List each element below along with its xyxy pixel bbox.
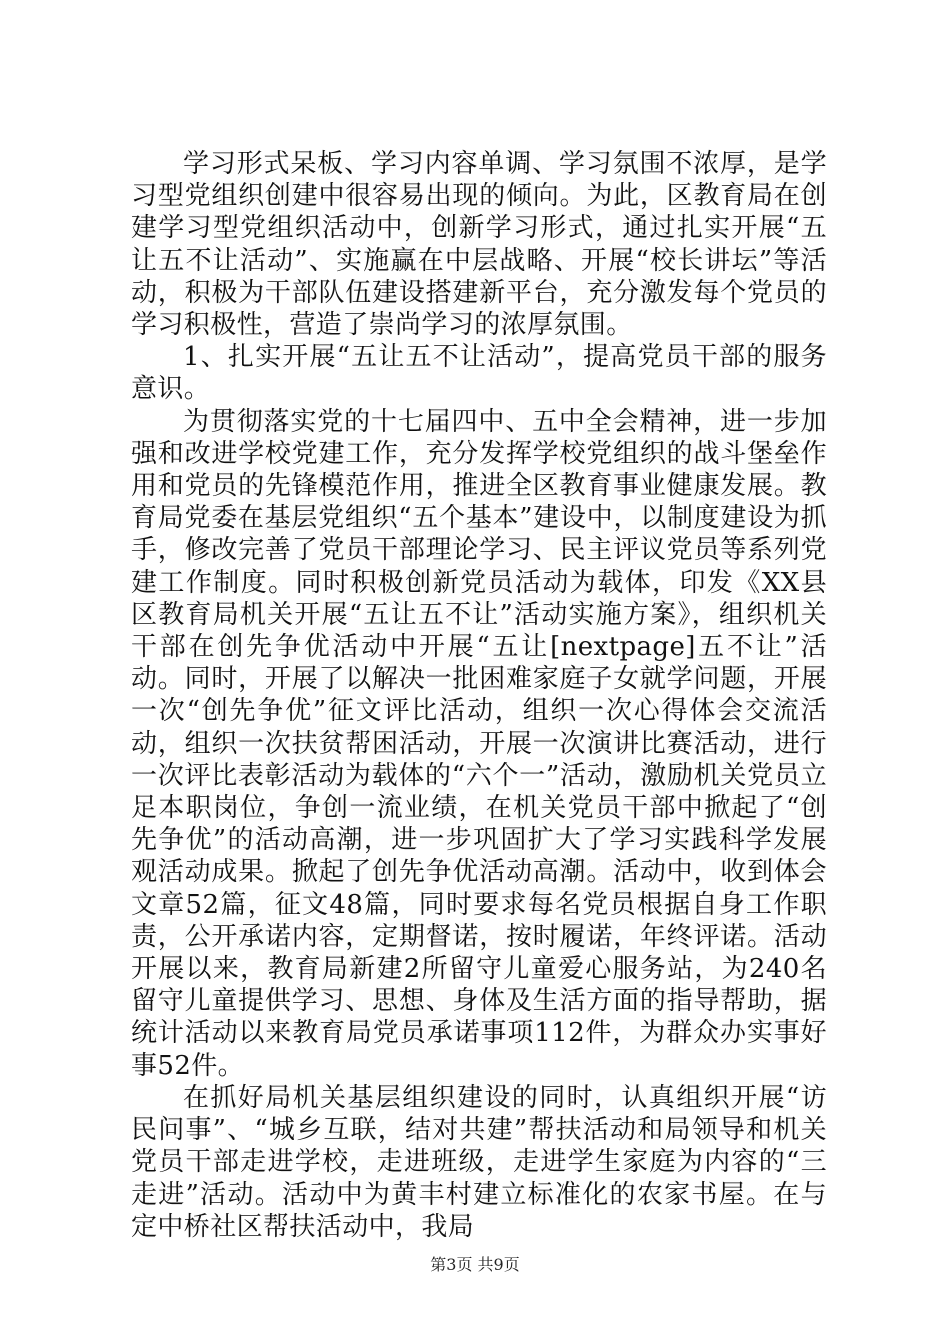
section-heading: 1、扎实开展“五让五不让活动”，提高党员干部的服务意识。 [131, 342, 827, 405]
body-paragraph: 为贯彻落实党的十七届四中、五中全会精神，进一步加强和改进学校党建工作，充分发挥学校党组织的战斗堡垒作用和党员的先锋模范作用，推进全区教育事业健康发展。教育局党委在基层党组织“五个基本”建设中，以制度建设为抓手，修改完善了党员干部理论学习、民主评议党员等系列党建工作制度。同时积极创新党员活动为载体，印发《XX县区教育局机关开展“五让五不让”活动实施方案》，组织机关干部在创先争优活动中开展“五让[nextpage]五不让”活动。同时，开展了以解决一批困难家庭子女就学问题，开展一次“创先争优”征文评比活动，组织一次心得体会交流活动，组织一次扶贫帮困活动，开展一次演讲比赛活动，进行一次评比表彰活动为载体的“六个一”活动，激励机关党员立足本职岗位，争创一流业绩，在机关党员干部中掀起了“创先争优”的活动高潮，进一步巩固扩大了学习实践科学发展观活动成果。掀起了创先争优活动高潮。活动中，收到体会文章52篇，征文48篇，同时要求每名党员根据自身工作职责，公开承诺内容，定期督诺，按时履诺，年终评诺。活动开展以来，教育局新建2所留守儿童爱心服务站，为240名留守儿童提供学习、思想、身体及生活方面的指导帮助，据统计活动以来教育局党员承诺事项112件，为群众办实事好事52件。 [131, 406, 827, 1081]
intro-paragraph: 学习形式呆板、学习内容单调、学习氛围不浓厚，是学习型党组织创建中很容易出现的倾向。为此，区教育局在创建学习型党组织活动中，创新学习形式，通过扎实开展“五让五不让活动”、实施赢在中层战略、开展“校长讲坛”等活动，积极为干部队伍建设搭建新平台，充分激发每个党员的学习积极性，营造了崇尚学习的浓厚氛围。 [131, 149, 827, 341]
body-paragraph: 在抓好局机关基层组织建设的同时，认真组织开展“访民问事”、“城乡互联，结对共建”帮扶活动和局领导和机关党员干部走进学校，走进班级，走进学生家庭为内容的“三走进”活动。活动中为黄丰村建立标准化的农家书屋。在与定中桥社区帮扶活动中，我局 [131, 1082, 827, 1242]
page-number: 第3页 共9页 [430, 1255, 520, 1274]
document-body [131, 148, 827, 1243]
